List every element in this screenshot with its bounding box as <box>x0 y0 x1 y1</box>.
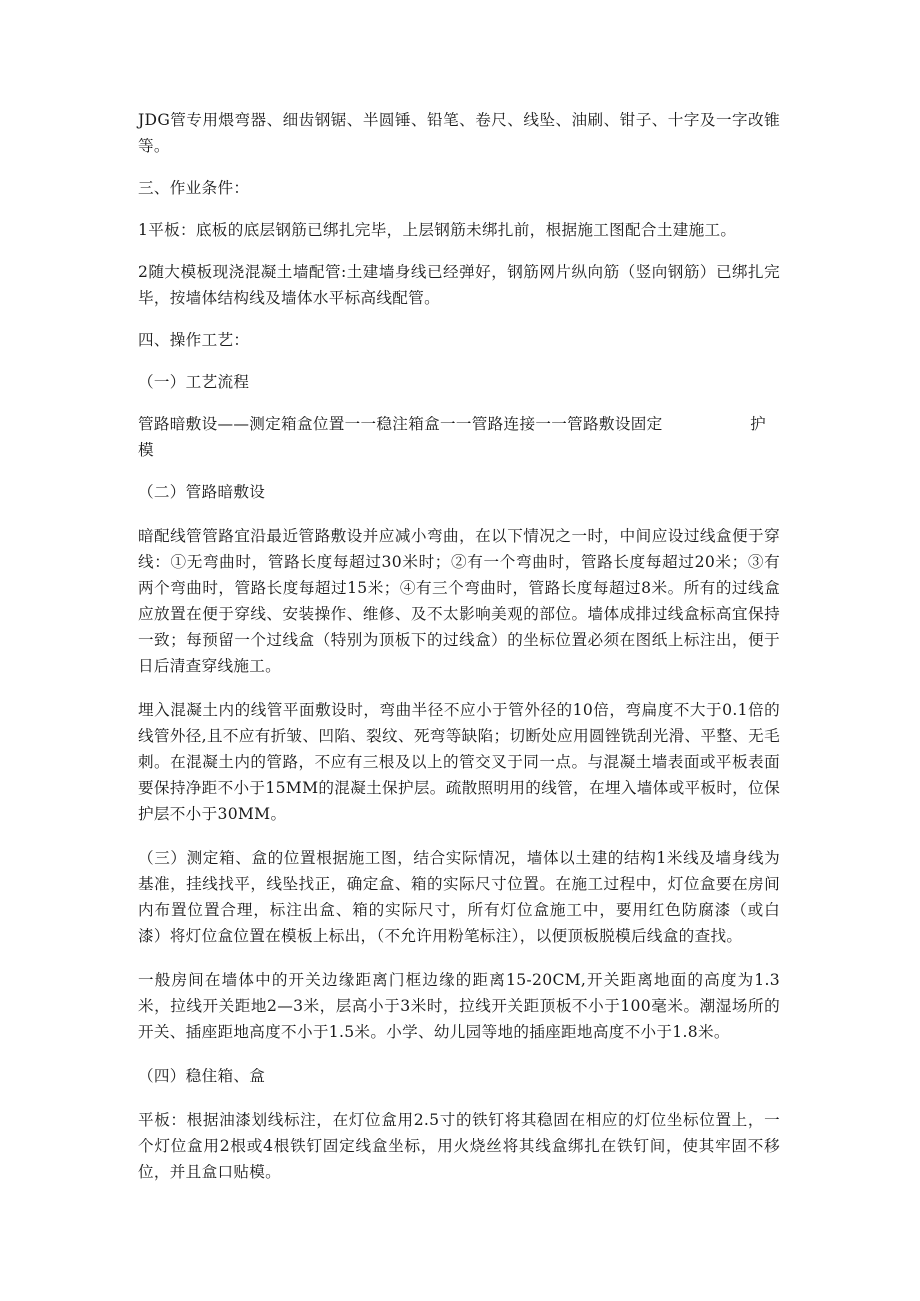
tools-paragraph: JDG管专用煨弯器、细齿钢锯、半圆锤、铅笔、卷尺、线坠、油刷、钳子、十字及一字改锥等。 <box>138 111 780 155</box>
process-flow-block <box>138 411 780 463</box>
fix-boxes-paragraph: 平板：根据油漆划线标注，在灯位盒用2.5寸的铁钉将其稳固在相应的灯位坐标位置上，一个灯位盒用2根或4根铁钉固定线盒坐标，用火烧丝将其线盒绑扎在铁钉间，使其牢固不移位，并且盒口贴模。 <box>138 1111 780 1181</box>
concrete-embedding-paragraph: 埋入混凝土内的线管平面敷设时，弯曲半径不应小于管外径的10倍，弯扁度不大于0.1倍的线管外径,且不应有折皱、凹陷、裂纹、死弯等缺陷；切断处应用圆锉铣刮光滑、平整、无毛刺。在混凝土内的管路，不应有三根及以上的管交叉于同一点。与混凝土墙表面或平板表面要保持净距不小于15MM的混凝土保护层。疏散照明用的线管，在埋入墙体或平板时，位保护层不小于30MM。 <box>138 701 780 823</box>
condition-item-2: 2随大模板现浇混凝土墙配管:土建墙身线已经弹好，钢筋网片纵向筋（竖向钢筋）已绑扎完毕，按墙体结构线及墙体水平标高线配管。 <box>138 263 780 307</box>
subheading-process-flow: （一）工艺流程 <box>138 373 250 391</box>
switch-height-paragraph: 一般房间在墙体中的开关边缘距离门框边缘的距离15-20CM,开关距离地面的高度为1.3米，拉线开关距地2—3米，层高小于3米时，拉线开关距顶板不小于100毫米。潮湿场所的开关、插座距地高度不小于1.5米。小学、幼儿园等地的插座距地高度不小于1.8米。 <box>138 971 780 1041</box>
process-flow-line <box>138 411 780 437</box>
document-body <box>138 107 780 1185</box>
section-heading-operation-process: 四、操作工艺： <box>138 331 250 349</box>
concealed-piping-paragraph: 暗配线管管路宜沿最近管路敷设并应减小弯曲，在以下情况之一时，中间应设过线盒便于穿线：①无弯曲时，管路长度每超过30米时；②有一个弯曲时，管路长度每超过20米；③有两个弯曲时，管路长度每超过15米；④有三个弯曲时，管路长度每超过8米。所有的过线盒应放置在便于穿线、安装操作、维修、及不太影响美观的部位。墙体成排过线盒标高宜保持一致；每预留一个过线盒（特别为顶板下的过线盒）的坐标位置必须在图纸上标注出，便于日后清查穿线施工。 <box>138 527 780 675</box>
box-position-paragraph: （三）测定箱、盒的位置根据施工图，结合实际情况，墙体以土建的结构1米线及墙身线为基准，挂线找平，线坠找正，确定盒、箱的实际尺寸位置。在施工过程中，灯位盒要在房间内布置位置合理，标注出盒、箱的实际尺寸，所有灯位盒施工中，要用红色防腐漆（或白漆）将灯位盒位置在模板上标出，（不允许用粉笔标注），以便顶板脱模后线盒的查找。 <box>138 849 780 945</box>
condition-item-1: 1平板：底板的底层钢筋已绑扎完毕，上层钢筋未绑扎前，根据施工图配合土建施工。 <box>138 221 737 239</box>
subheading-concealed-piping: （二）管路暗敷设 <box>138 483 266 501</box>
process-flow-tail: 护 <box>750 415 766 433</box>
section-heading-work-conditions: 三、作业条件： <box>138 179 250 197</box>
process-flow-continuation: 模 <box>138 441 154 459</box>
process-flow-text: 管路暗敷设——测定箱盒位置一一稳注箱盒一一管路连接一一管路敷设固定 <box>138 415 663 433</box>
subheading-fix-boxes: （四）稳住箱、盒 <box>138 1067 266 1085</box>
